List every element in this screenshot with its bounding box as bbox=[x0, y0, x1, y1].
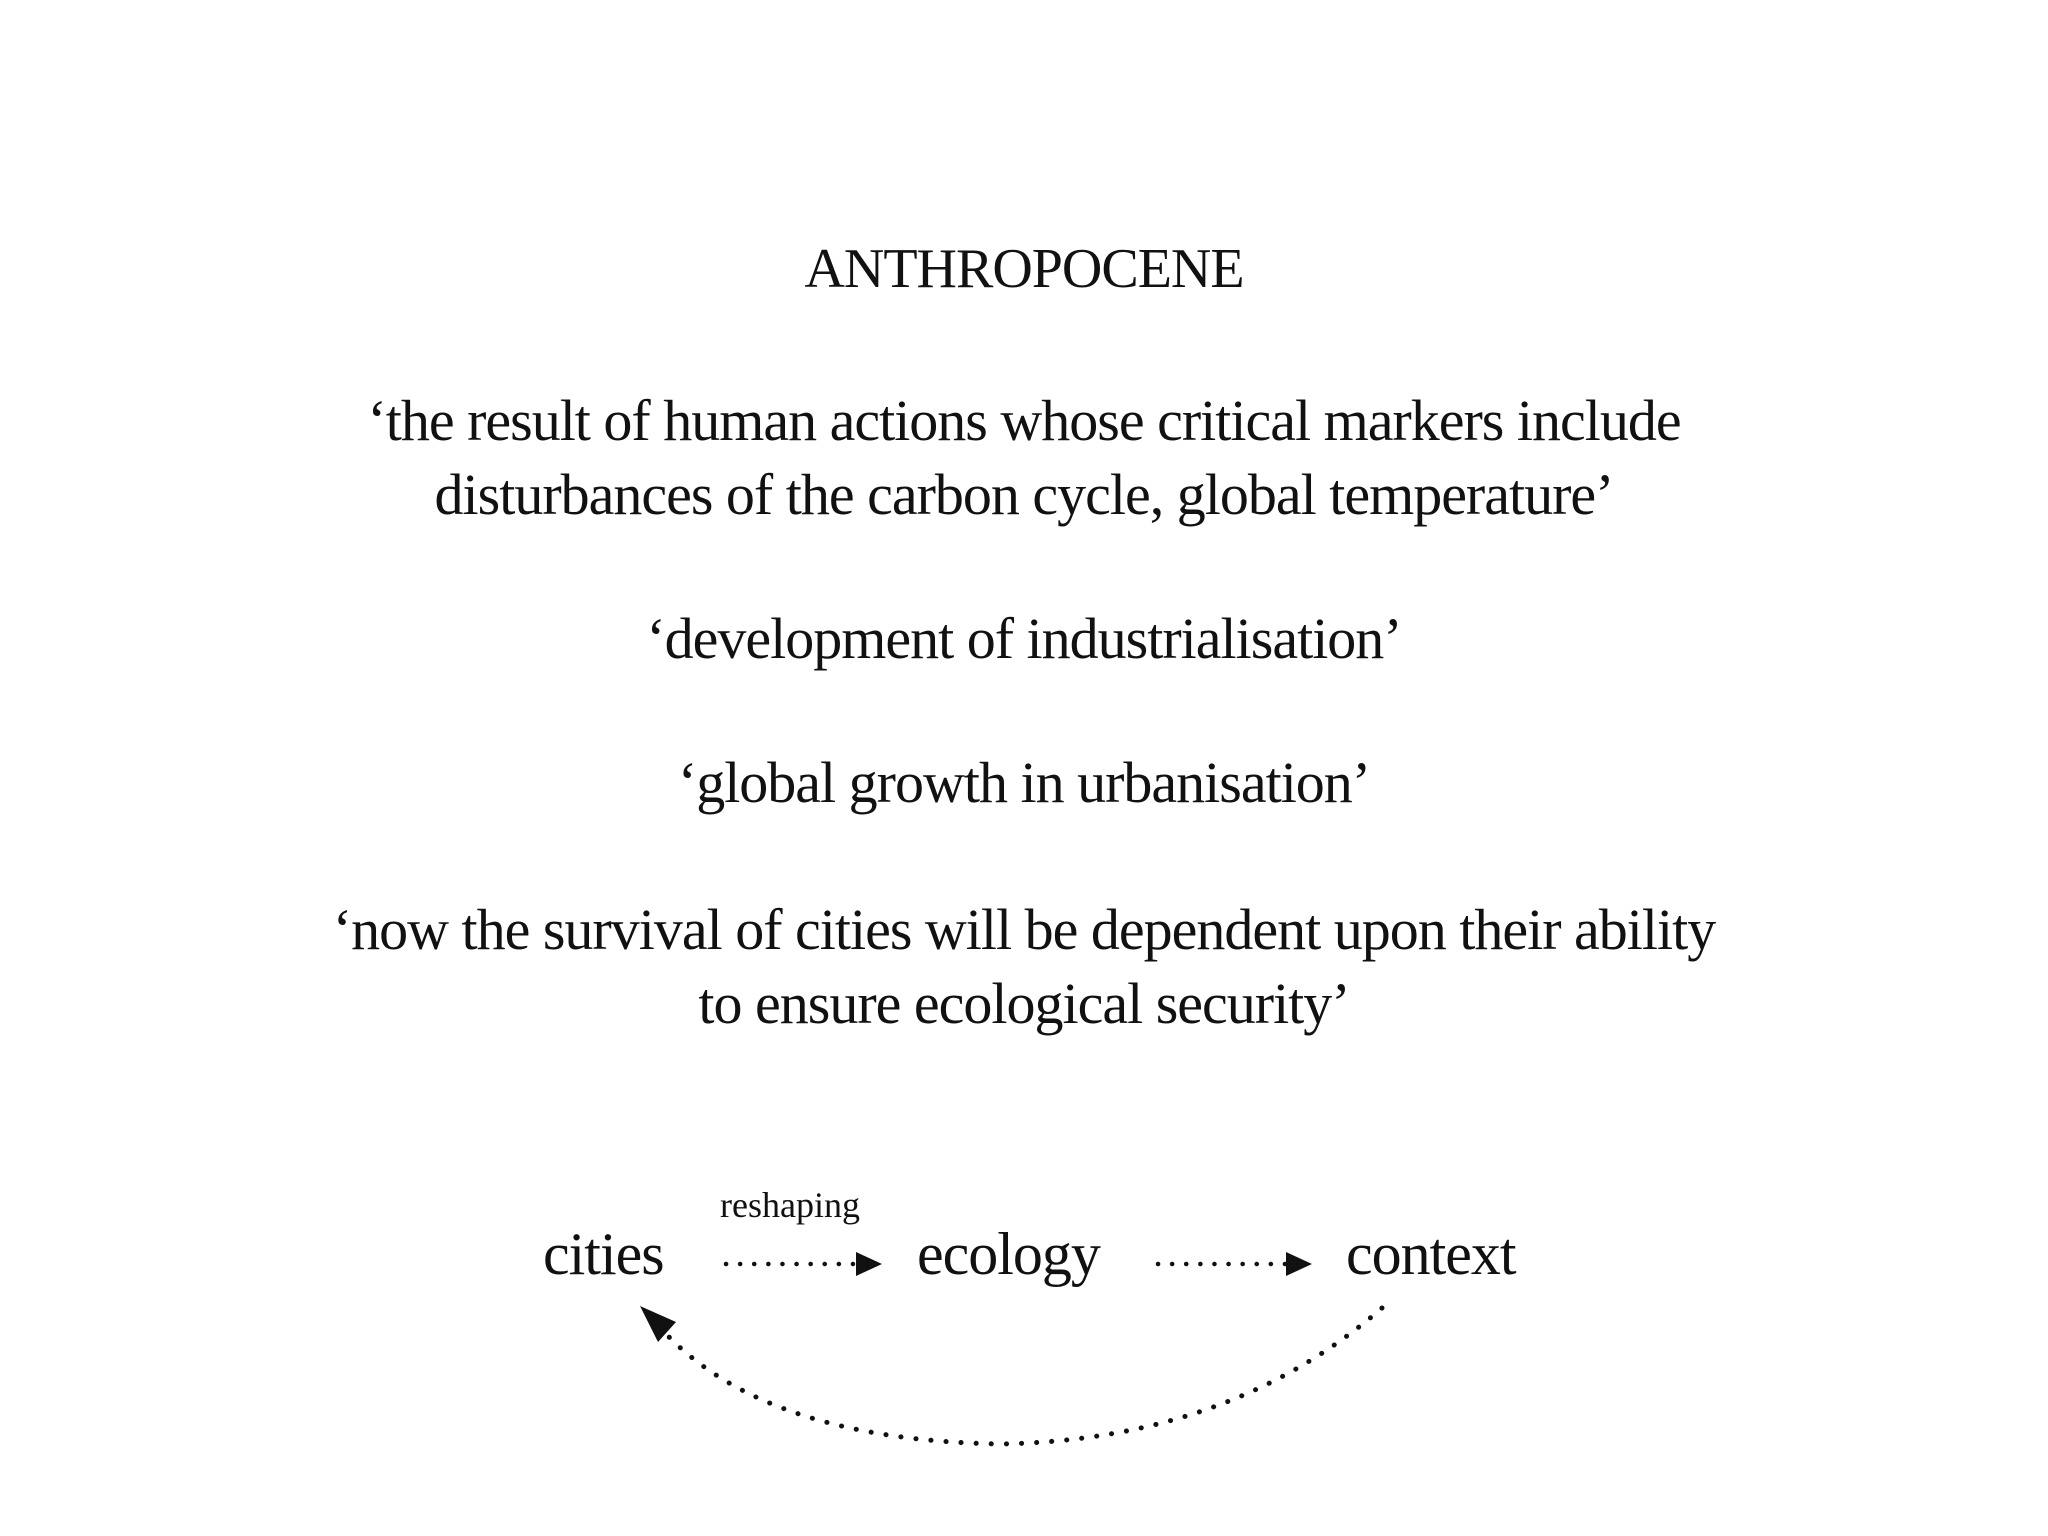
quote-line: ‘development of industrialisation’ bbox=[646, 606, 1402, 671]
diagram-node-cities: cities bbox=[543, 1221, 664, 1287]
arrow-context-to-cities bbox=[640, 1306, 1382, 1444]
quote-human-actions bbox=[0, 384, 2048, 532]
arrowhead-icon bbox=[1286, 1252, 1312, 1276]
slide-title: ANTHROPOCENE bbox=[804, 238, 1244, 300]
quote-line: disturbances of the carbon cycle, global temperature’ bbox=[434, 462, 1614, 527]
quote-urbanisation bbox=[0, 746, 2048, 820]
quote-survival-of-cities bbox=[0, 893, 2048, 1041]
quote-industrialisation bbox=[0, 602, 2048, 676]
quote-line: ‘global growth in urbanisation’ bbox=[677, 750, 1371, 815]
arrowhead-icon bbox=[640, 1306, 676, 1342]
quote-line: to ensure ecological security’ bbox=[698, 971, 1350, 1036]
arrow-cities-to-ecology bbox=[726, 1252, 882, 1276]
diagram-node-context: context bbox=[1346, 1221, 1516, 1287]
arrowhead-icon bbox=[856, 1252, 882, 1276]
edge-label-reshaping: reshaping bbox=[720, 1185, 860, 1225]
quote-line: ‘the result of human actions whose critical markers include bbox=[367, 388, 1681, 453]
quote-line: ‘now the survival of cities will be dependent upon their ability bbox=[332, 897, 1716, 962]
diagram-node-ecology: ecology bbox=[917, 1221, 1100, 1287]
arrow-ecology-to-context bbox=[1158, 1252, 1312, 1276]
